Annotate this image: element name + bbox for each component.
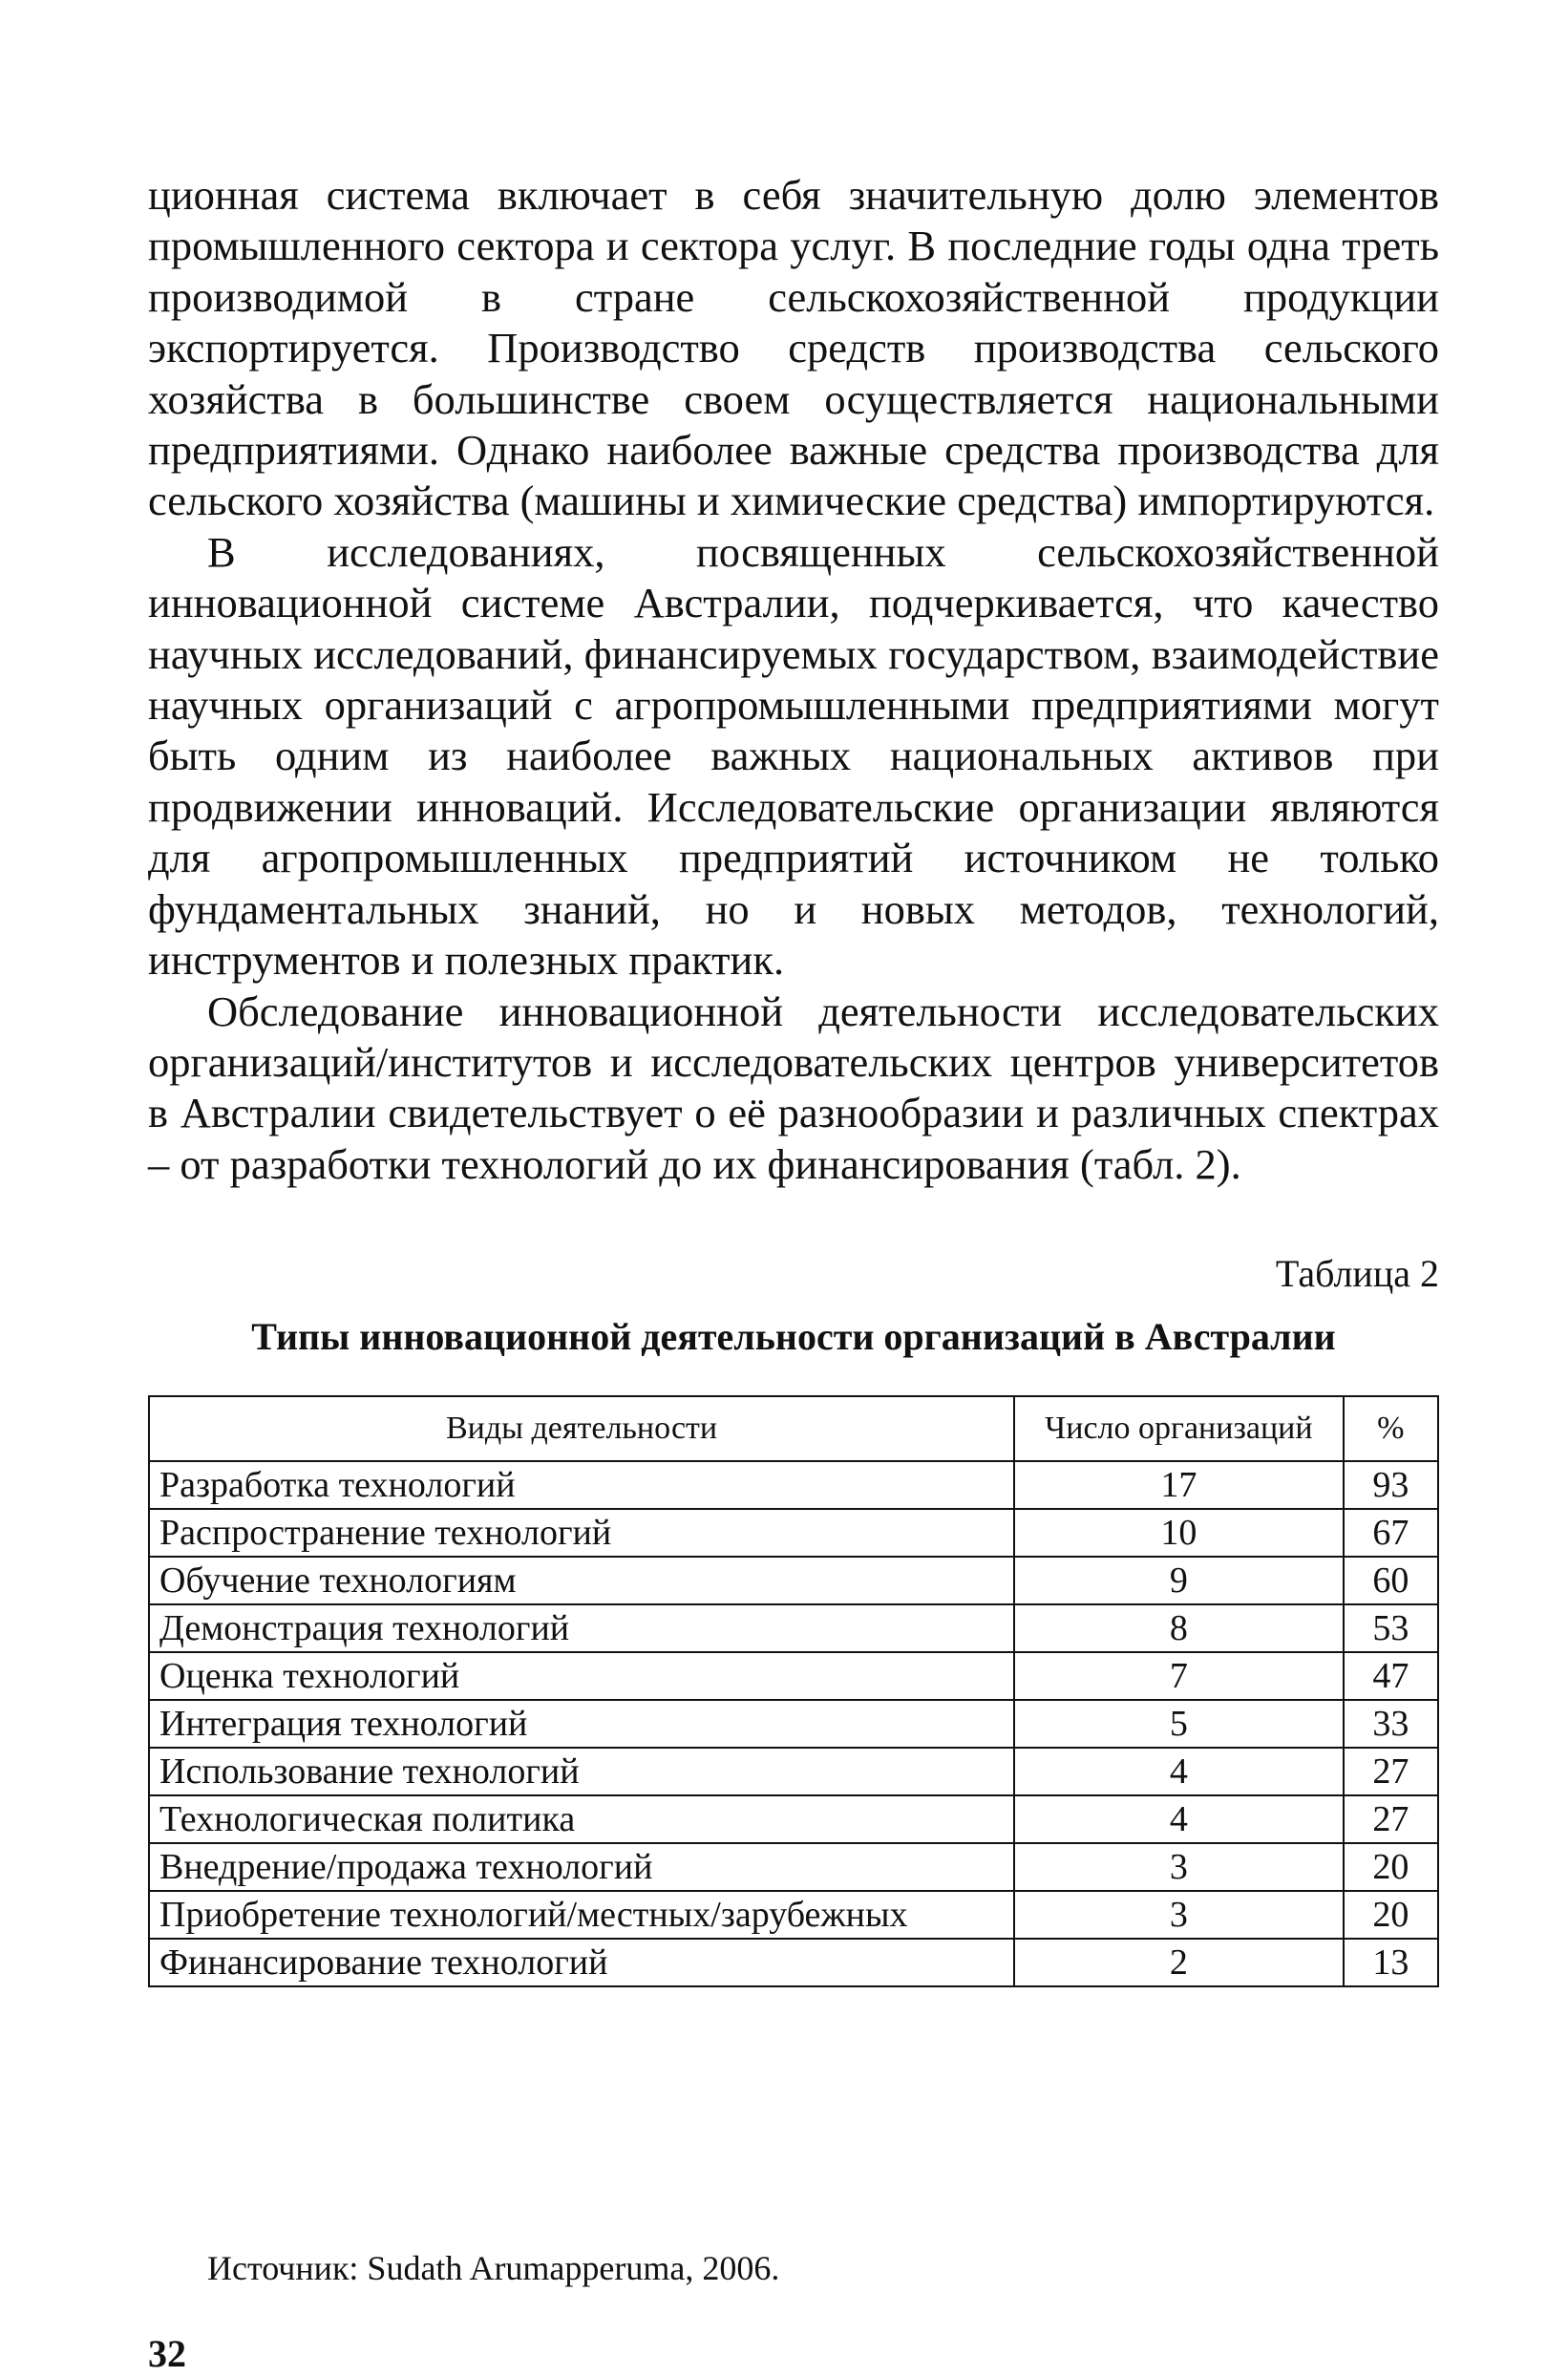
percent: 60 <box>1344 1557 1438 1604</box>
org-count: 5 <box>1014 1700 1344 1748</box>
paragraph-2: В исследованиях, посвященных сельскохозяйственной инновационной системе Австралии, подчеркивается, что качество научных исследований, финансируемых государством, взаимодействие научных организаций с агропромышленными предприятиями могут быть одним из наиболее важных национальных активов при продвижении инноваций. Исследовательские организации являются для агропромышленных предприятий источником не только фундаментальных знаний, но и новых методов, технологий, инструментов и полезных практик. <box>148 527 1439 985</box>
table-row <box>149 1509 1438 1557</box>
percent: 27 <box>1344 1748 1438 1795</box>
table-source-note: Источник: Sudath Arumapperuma, 2006. <box>207 2249 780 2287</box>
activity-name: Интеграция технологий <box>149 1700 1014 1748</box>
org-count: 17 <box>1014 1461 1344 1509</box>
activity-name: Распространение технологий <box>149 1509 1014 1557</box>
org-count: 3 <box>1014 1843 1344 1891</box>
table-row <box>149 1652 1438 1700</box>
percent: 47 <box>1344 1652 1438 1700</box>
percent: 20 <box>1344 1843 1438 1891</box>
activity-table <box>148 1395 1439 1987</box>
table-row <box>149 1939 1438 1986</box>
paragraph-1: ционная система включает в себя значительную долю элементов промышленного сектора и сектора услуг. В последние годы одна треть производимой в стране сельскохозяйственной продукции экспортируется. Производство средств производства сельского хозяйства в большинстве своем осуществляется национальными предприятиями. Однако наиболее важные средства производства для сельского хозяйства (машины и химические средства) импортируются. <box>148 171 1439 525</box>
activity-name: Приобретение технологий/местных/зарубежных <box>149 1891 1014 1939</box>
percent: 27 <box>1344 1795 1438 1843</box>
activity-name: Финансирование технологий <box>149 1939 1014 1986</box>
table-header-row <box>149 1396 1438 1461</box>
org-count: 7 <box>1014 1652 1344 1700</box>
percent: 33 <box>1344 1700 1438 1748</box>
org-count: 2 <box>1014 1939 1344 1986</box>
org-count: 4 <box>1014 1795 1344 1843</box>
header-percent: % <box>1344 1396 1438 1461</box>
page-number: 32 <box>148 2332 186 2375</box>
table-row <box>149 1461 1438 1509</box>
percent: 13 <box>1344 1939 1438 1986</box>
table-row <box>149 1843 1438 1891</box>
table-row <box>149 1795 1438 1843</box>
org-count: 4 <box>1014 1748 1344 1795</box>
paragraph-3: Обследование инновационной деятельности исследовательских организаций/институтов и исследовательских центров университетов в Австралии свидетельствует о её разнообразии и различных спектрах – от разработки технологий до их финансирования (табл. 2). <box>148 987 1439 1188</box>
activity-name: Обучение технологиям <box>149 1557 1014 1604</box>
org-count: 3 <box>1014 1891 1344 1939</box>
table-caption: Таблица 2 <box>1275 1252 1439 1295</box>
header-activity-type: Виды деятельности <box>149 1396 1014 1461</box>
activity-name: Технологическая политика <box>149 1795 1014 1843</box>
page-content <box>148 170 1439 2375</box>
table-row <box>149 1557 1438 1604</box>
percent: 93 <box>1344 1461 1438 1509</box>
activity-name: Разработка технологий <box>149 1461 1014 1509</box>
header-org-count: Число организаций <box>1014 1396 1344 1461</box>
table-title: Типы инновационной деятельности организаций в Австралии <box>251 1315 1336 1358</box>
activity-name: Внедрение/продажа технологий <box>149 1843 1014 1891</box>
org-count: 10 <box>1014 1509 1344 1557</box>
table-row <box>149 1700 1438 1748</box>
table-row <box>149 1604 1438 1652</box>
org-count: 8 <box>1014 1604 1344 1652</box>
table-row <box>149 1748 1438 1795</box>
percent: 53 <box>1344 1604 1438 1652</box>
table-row <box>149 1891 1438 1939</box>
activity-name: Оценка технологий <box>149 1652 1014 1700</box>
percent: 20 <box>1344 1891 1438 1939</box>
activity-name: Использование технологий <box>149 1748 1014 1795</box>
org-count: 9 <box>1014 1557 1344 1604</box>
activity-name: Демонстрация технологий <box>149 1604 1014 1652</box>
percent: 67 <box>1344 1509 1438 1557</box>
